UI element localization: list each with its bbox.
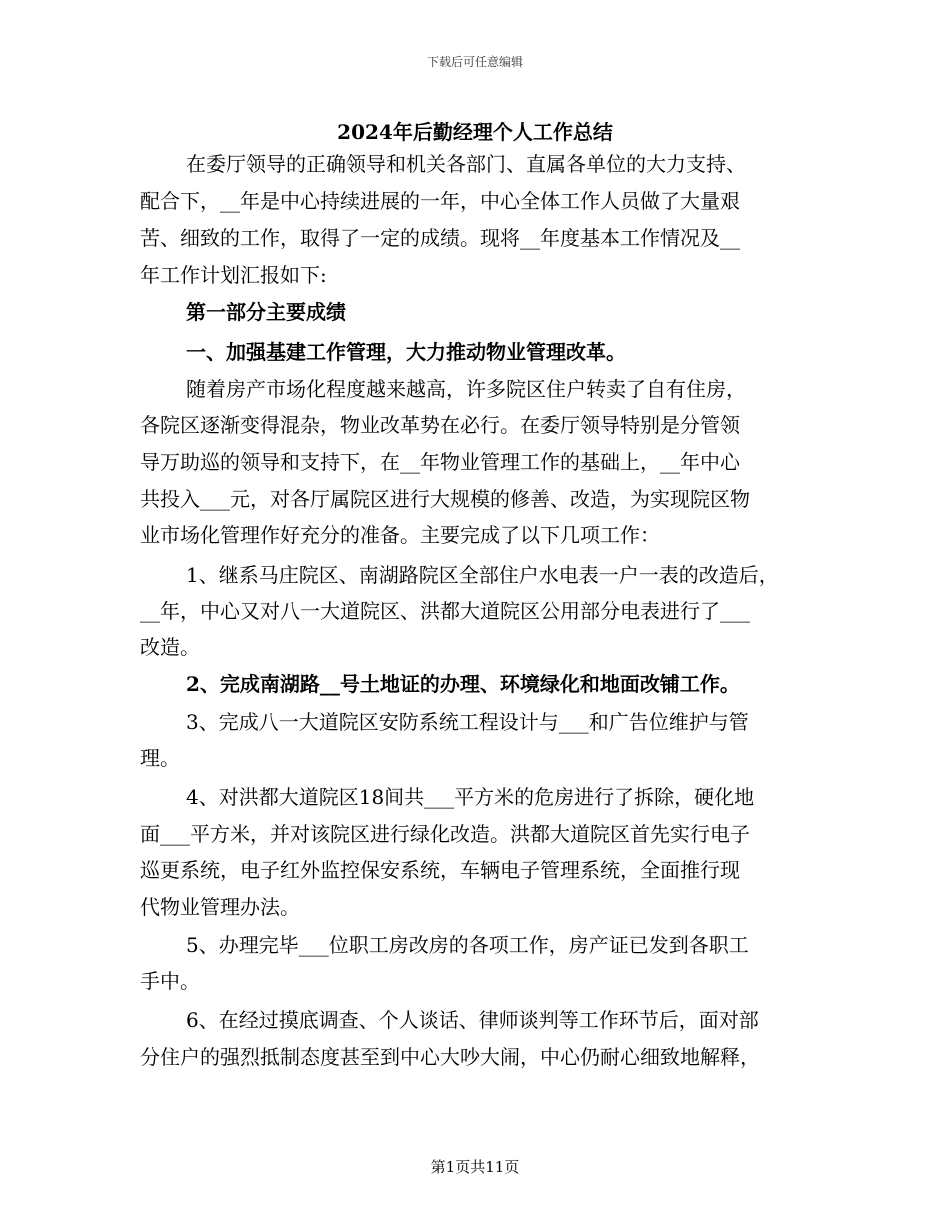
list-item-line: 1、继系马庄院区、南湖路院区全部住户水电表一户一表的改造后， [186, 563, 779, 587]
paragraph-line: 配合下，__年是中心持续进展的一年，中心全体工作人员做了大量艰 [140, 189, 740, 213]
list-item-line: 理。 [140, 746, 180, 770]
page-number: 第1页共11页 [430, 1158, 520, 1176]
list-item-line: 巡更系统，电子红外监控保安系统，车辆电子管理系统，全面推行现 [140, 858, 740, 882]
list-item-line: 2、完成南湖路__号土地证的办理、环境绿化和地面改铺工作。 [186, 672, 740, 696]
paragraph-line: 业市场化管理作好充分的准备。主要完成了以下几项工作： [140, 523, 660, 547]
section-heading: 第一部分主要成绩 [186, 300, 346, 324]
document-title: 2024年后勤经理个人工作总结 [337, 120, 613, 144]
paragraph-line: 导万助巡的领导和支持下，在__年物业管理工作的基础上，__年中心 [140, 450, 740, 474]
paragraph-line: 随着房产市场化程度越来越高，许多院区住户转卖了自有住房， [186, 377, 746, 401]
paragraph-line: 共投入___元，对各厅属院区进行大规模的修善、改造，为实现院区物 [140, 487, 750, 511]
list-item-line: 6、在经过摸底调查、个人谈话、律师谈判等工作环节后，面对部 [186, 1008, 759, 1032]
paragraph-line: 在委厅领导的正确领导和机关各部门、直属各单位的大力支持、 [186, 152, 746, 176]
paragraph-line: 苦、细致的工作，取得了一定的成绩。现将__年度基本工作情况及__ [140, 226, 740, 250]
subsection-heading: 一、加强基建工作管理，大力推动物业管理改革。 [186, 340, 626, 364]
paragraph-line: 年工作计划汇报如下: [140, 263, 327, 287]
list-item-line: 5、办理完毕___位职工房改房的各项工作，房产证已发到各职工 [186, 933, 749, 957]
list-item-line: __年，中心又对八一大道院区、洪都大道院区公用部分电表进行了___ [140, 599, 750, 623]
list-item-line: 3、完成八一大道院区安防系统工程设计与___和广告位维护与管 [186, 710, 749, 734]
list-item-line: 分住户的强烈抵制态度甚至到中心大吵大闹，中心仍耐心细致地解释， [140, 1045, 760, 1069]
list-item-line: 4、对洪都大道院区18间共___平方米的危房进行了拆除，硬化地 [186, 785, 755, 809]
page-header: 下载后可任意编辑 [426, 55, 523, 69]
list-item-line: 改造。 [140, 635, 200, 659]
list-item-line: 面___平方米，并对该院区进行绿化改造。洪都大道院区首先实行电子 [140, 822, 750, 846]
paragraph-line: 各院区逐渐变得混杂，物业改革势在必行。在委厅领导特别是分管领 [140, 413, 740, 437]
list-item-line: 代物业管理办法。 [140, 895, 300, 919]
list-item-line: 手中。 [140, 969, 200, 993]
